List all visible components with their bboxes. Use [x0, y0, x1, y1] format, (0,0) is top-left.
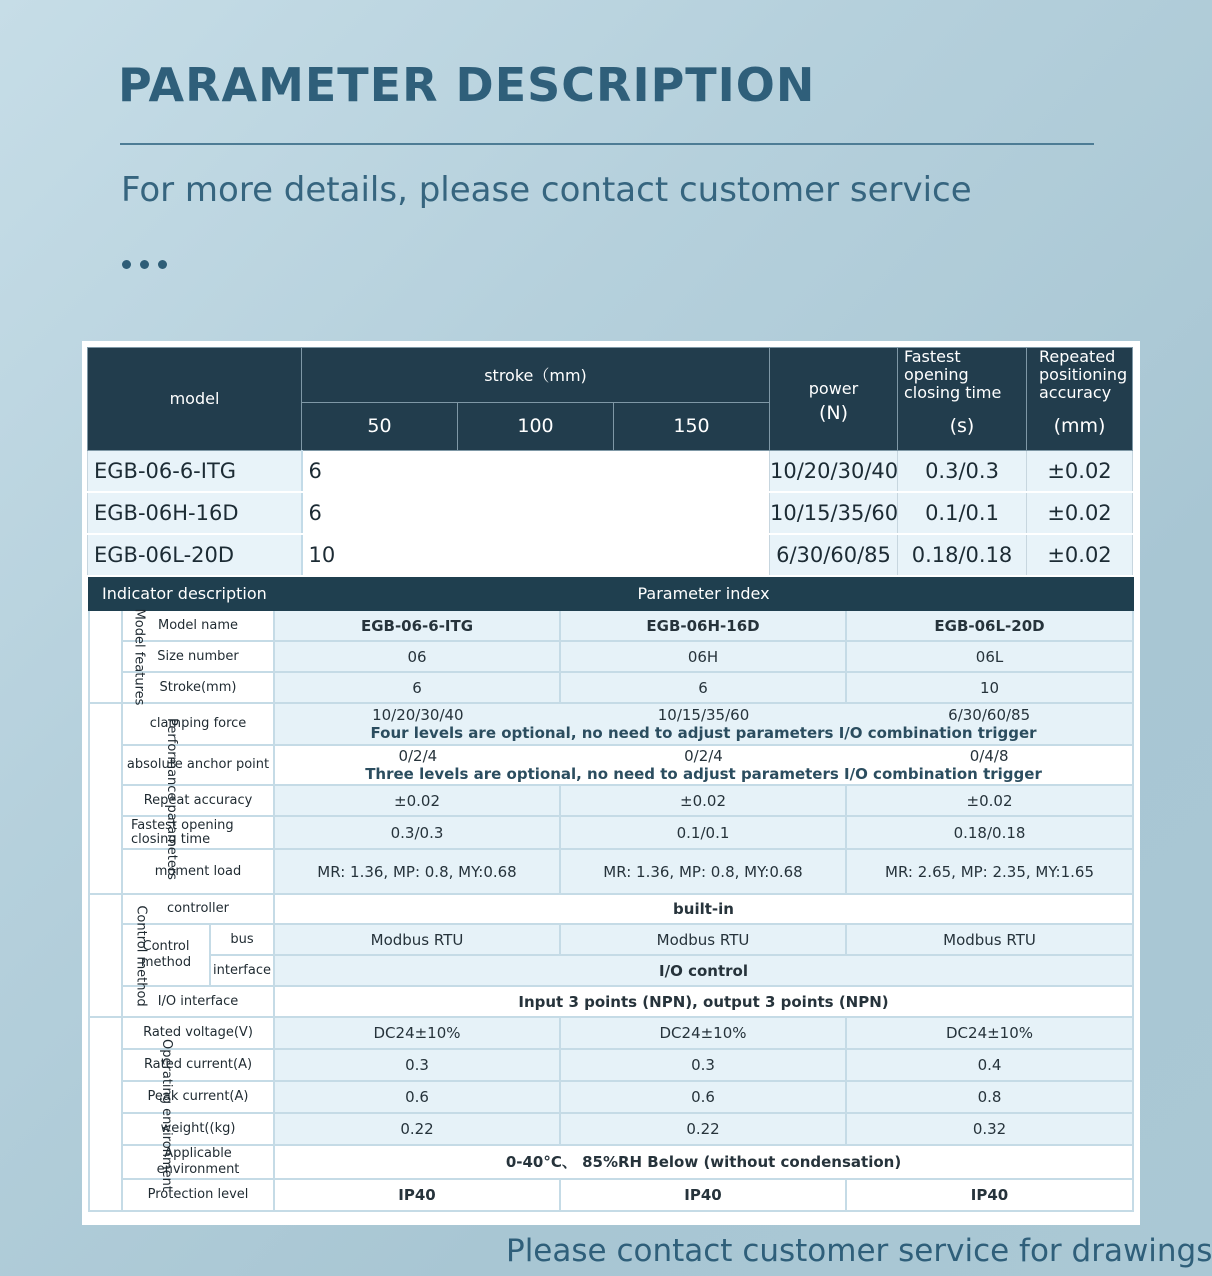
- value-cell: 0.6: [560, 1081, 846, 1113]
- time-cell: 0.1/0.1: [898, 492, 1027, 534]
- stroke-power-table: [87, 347, 1133, 577]
- table-row: [89, 1049, 1133, 1081]
- table-row: [89, 1145, 1133, 1179]
- model-header: model: [88, 348, 302, 451]
- value-cell: DC24±10%: [560, 1017, 846, 1049]
- value-cell: EGB-06-6-ITG: [274, 610, 560, 641]
- row-label: controller: [122, 894, 274, 924]
- row-label: Fastest opening closing time: [122, 816, 274, 849]
- page-title: PARAMETER DESCRIPTION: [118, 58, 816, 112]
- row-label: clamping force: [122, 703, 274, 745]
- table-row: [89, 641, 1133, 672]
- stroke-cell: 6: [302, 492, 770, 534]
- value-cell: 0.3: [560, 1049, 846, 1081]
- value-cell: 06L: [846, 641, 1133, 672]
- table-row: [89, 703, 1133, 745]
- indicator-header: Indicator description: [89, 578, 274, 610]
- table-row: [88, 492, 1133, 534]
- parameter-index-header: Parameter index: [274, 578, 1133, 610]
- dot: [158, 260, 167, 269]
- row-label: Size number: [122, 641, 274, 672]
- time-cell: 0.3/0.3: [898, 450, 1027, 492]
- dot: [122, 260, 131, 269]
- parameter-sheet: [82, 341, 1140, 1225]
- value-cell: ±0.02: [560, 785, 846, 816]
- table-row: [89, 672, 1133, 703]
- row-label: Repeat accuracy: [122, 785, 274, 816]
- value-cell: I/O control: [274, 955, 1133, 986]
- value-cell: 0-40°C、 85%RH Below (without condensation): [274, 1145, 1133, 1179]
- value-cell: 0.18/0.18: [846, 816, 1133, 849]
- row-label: moment load: [122, 849, 274, 894]
- anchor-point-values: [274, 745, 1133, 785]
- value-cell: 0.1/0.1: [560, 816, 846, 849]
- row-label: Protection level: [122, 1179, 274, 1211]
- dot: [140, 260, 149, 269]
- table-row: [89, 745, 1133, 785]
- table-row: [89, 785, 1133, 816]
- value-cell: Modbus RTU: [560, 924, 846, 955]
- value-cell: 0/2/4: [684, 747, 723, 765]
- anchor-point-note: Three levels are optional, no need to adjust parameters I/O combination trigger: [365, 765, 1042, 783]
- row-label: I/O interface: [122, 986, 274, 1017]
- value-cell: built-in: [274, 894, 1133, 924]
- row-label: Applicable environment: [122, 1145, 274, 1179]
- stroke-150: 150: [614, 402, 770, 450]
- power-cell: 10/15/35/60: [770, 492, 898, 534]
- value-cell: 0.8: [846, 1081, 1133, 1113]
- value-cell: 0.4: [846, 1049, 1133, 1081]
- value-cell: 6: [560, 672, 846, 703]
- stroke-100: 100: [458, 402, 614, 450]
- model-cell: EGB-06H-16D: [88, 492, 302, 534]
- value-cell: ±0.02: [274, 785, 560, 816]
- table-row: [89, 1081, 1133, 1113]
- power-cell: 10/20/30/40: [770, 450, 898, 492]
- power-cell: 6/30/60/85: [770, 534, 898, 576]
- value-cell: 10/15/35/60: [657, 706, 750, 724]
- table-row: [88, 534, 1133, 576]
- row-label: weight((kg): [122, 1113, 274, 1145]
- stroke-cell: 10: [302, 534, 770, 576]
- value-cell: 6: [274, 672, 560, 703]
- table-row: [89, 955, 1133, 986]
- table-row: [89, 1017, 1133, 1049]
- table-row: [89, 610, 1133, 641]
- table-row: [89, 1179, 1133, 1211]
- value-cell: DC24±10%: [274, 1017, 560, 1049]
- table-row: [89, 1113, 1133, 1145]
- accuracy-cell: ±0.02: [1027, 450, 1133, 492]
- group-control-method: Control method: [89, 894, 122, 1017]
- ellipsis-dots: [122, 260, 167, 269]
- value-cell: 0.3: [274, 1049, 560, 1081]
- table-row: [89, 924, 1133, 955]
- row-label: absolute anchor point: [122, 745, 274, 785]
- table-row: [89, 849, 1133, 894]
- value-cell: Input 3 points (NPN), output 3 points (NPN): [274, 986, 1133, 1017]
- row-label: Peak current(A): [122, 1081, 274, 1113]
- model-cell: EGB-06-6-ITG: [88, 450, 302, 492]
- value-cell: 06H: [560, 641, 846, 672]
- value-cell: 0.22: [274, 1113, 560, 1145]
- accuracy-cell: ±0.02: [1027, 534, 1133, 576]
- row-label: Rated voltage(V): [122, 1017, 274, 1049]
- value-cell: Modbus RTU: [274, 924, 560, 955]
- value-cell: IP40: [846, 1179, 1133, 1211]
- power-unit: (N): [770, 402, 898, 450]
- table-row: [88, 450, 1133, 492]
- value-cell: EGB-06L-20D: [846, 610, 1133, 641]
- table-row: [89, 816, 1133, 849]
- time-cell: 0.18/0.18: [898, 534, 1027, 576]
- value-cell: Modbus RTU: [846, 924, 1133, 955]
- value-cell: EGB-06H-16D: [560, 610, 846, 641]
- value-cell: 0.6: [274, 1081, 560, 1113]
- row-label: Rated current(A): [122, 1049, 274, 1081]
- value-cell: 6/30/60/85: [948, 706, 1031, 724]
- row-label: interface: [210, 955, 274, 986]
- table-row: [89, 986, 1133, 1017]
- model-cell: EGB-06L-20D: [88, 534, 302, 576]
- value-cell: 06: [274, 641, 560, 672]
- value-cell: MR: 2.65, MP: 2.35, MY:1.65: [846, 849, 1133, 894]
- row-label: Stroke(mm): [122, 672, 274, 703]
- value-cell: DC24±10%: [846, 1017, 1133, 1049]
- clamping-force-values: [274, 703, 1133, 745]
- value-cell: 10/20/30/40: [372, 706, 464, 724]
- control-method-label: Control method: [122, 924, 210, 986]
- time-header: Fastest opening closing time: [898, 348, 1027, 403]
- value-cell: MR: 1.36, MP: 0.8, MY:0.68: [274, 849, 560, 894]
- row-label: Model name: [122, 610, 274, 641]
- group-performance: Performance parameters: [89, 703, 122, 894]
- footer-note: Please contact customer service for drawings: [506, 1233, 1212, 1269]
- stroke-50: 50: [302, 402, 458, 450]
- group-operating-environment: Operating environment: [89, 1017, 122, 1211]
- value-cell: 0.32: [846, 1113, 1133, 1145]
- group-model-features: Model features: [89, 610, 122, 703]
- value-cell: 0.3/0.3: [274, 816, 560, 849]
- time-unit: (s): [898, 402, 1027, 450]
- value-cell: 0.22: [560, 1113, 846, 1145]
- title-divider: [120, 143, 1094, 145]
- row-label: bus: [210, 924, 274, 955]
- value-cell: ±0.02: [846, 785, 1133, 816]
- accuracy-cell: ±0.02: [1027, 492, 1133, 534]
- value-cell: 0/2/4: [398, 747, 438, 765]
- accuracy-header: Repeated positioning accuracy: [1027, 348, 1133, 403]
- value-cell: IP40: [274, 1179, 560, 1211]
- value-cell: IP40: [560, 1179, 846, 1211]
- page-subtitle: For more details, please contact customer service: [121, 170, 972, 210]
- stroke-cell: 6: [302, 450, 770, 492]
- power-header: power: [770, 348, 898, 403]
- clamping-force-note: Four levels are optional, no need to adjust parameters I/O combination trigger: [370, 724, 1037, 742]
- parameter-index-table: [88, 577, 1134, 1212]
- stroke-header: stroke（mm): [302, 348, 770, 403]
- accuracy-unit: (mm): [1027, 402, 1133, 450]
- table-row: [89, 894, 1133, 924]
- value-cell: 0/4/8: [969, 747, 1009, 765]
- value-cell: MR: 1.36, MP: 0.8, MY:0.68: [560, 849, 846, 894]
- value-cell: 10: [846, 672, 1133, 703]
